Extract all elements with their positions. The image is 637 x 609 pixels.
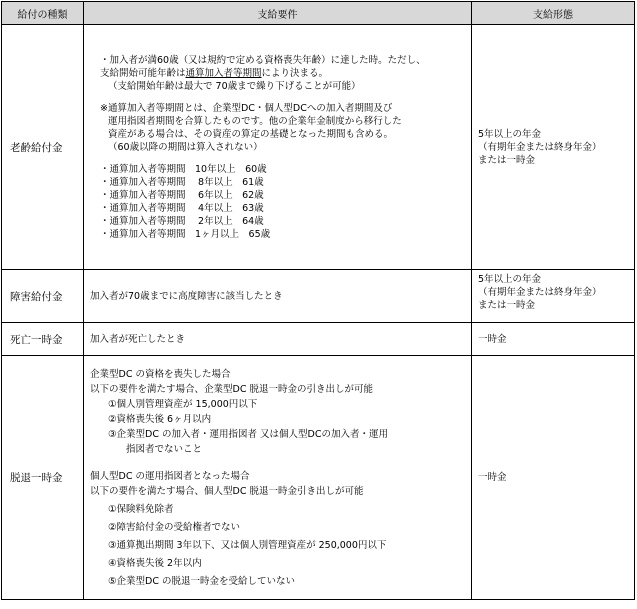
category-withdrawal: 脱退一時金 <box>2 356 84 600</box>
row-disability <box>2 270 635 323</box>
form-withdrawal: 一時金 <box>472 356 635 600</box>
corp-item: ③企業型DC の加入者・運用指図者 又は個人型DCの加入者・運用 <box>108 428 388 440</box>
header-requirements: 支給要件 <box>84 2 472 25</box>
age-item: ・通算加入者等期間 8年以上 61歳 <box>100 176 264 188</box>
header-row <box>2 2 635 25</box>
corp-item-cont: 指図者でないこと <box>126 443 203 455</box>
header-form: 支給形態 <box>472 2 635 25</box>
benefits-table <box>1 1 635 600</box>
corp-title: 企業型DC の資格を喪失した場合 <box>90 368 231 380</box>
row-old-age <box>2 25 635 270</box>
form-disability <box>472 270 635 323</box>
req-text: 加入者が70歳までに高度障害に該当したとき <box>90 290 283 302</box>
form-text: 5年以上の年金 <box>478 128 542 140</box>
category-old-age: 老齢給付金 <box>2 25 84 270</box>
req-text <box>90 67 465 80</box>
req-note: ※通算加入者等期間とは、企業型DC・個人型DCへの加入者期間及び <box>100 102 393 114</box>
form-death: 一時金 <box>472 323 635 356</box>
indiv-title: 個人型DC の運用指図者となった場合 <box>90 470 250 482</box>
req-text-part: 支給開始可能年齢は <box>100 67 186 79</box>
corp-item: ①個人別管理資産が 15,000円以下 <box>108 398 258 410</box>
indiv-item: ①保険料免除者 <box>108 503 174 515</box>
form-text: （有期年金または終身年金） <box>478 287 602 298</box>
category-death: 死亡一時金 <box>2 323 84 356</box>
req-note: 資産がある場合は、その資産の算定の基礎となった期間も含める。 <box>108 128 394 140</box>
age-item: ・通算加入者等期間 2年以上 64歳 <box>100 215 264 227</box>
indiv-item: ④資格喪失後 2年以内 <box>108 557 202 569</box>
requirements-old-age <box>84 25 472 270</box>
form-text: または一時金 <box>478 154 536 166</box>
req-note: 運用指図者期間を合算したものです。他の企業年金制度から移行した <box>108 115 402 127</box>
category-disability: 障害給付金 <box>2 270 84 323</box>
requirements-disability <box>84 270 472 323</box>
row-withdrawal <box>2 356 635 600</box>
requirements-death <box>84 323 472 356</box>
corp-intro: 以下の要件を満たす場合、企業型DC 脱退一時金の引き出しが可能 <box>90 383 373 395</box>
req-note: （60歳以降の期間は算入されない） <box>108 141 263 153</box>
form-text: または一時金 <box>478 300 536 311</box>
indiv-item: ⑤企業型DC の脱退一時金を受給していない <box>108 575 295 587</box>
req-text: 加入者が死亡したとき <box>90 333 186 345</box>
form-old-age <box>472 25 635 270</box>
corp-item: ②資格喪失後 6ヶ月以内 <box>108 413 212 425</box>
requirements-withdrawal <box>84 356 472 600</box>
age-item: ・通算加入者等期間 1ヶ月以上 65歳 <box>100 228 271 240</box>
age-item: ・通算加入者等期間 6年以上 62歳 <box>100 189 264 201</box>
form-text: （有期年金または終身年金） <box>478 141 602 153</box>
req-text: （支給開始年齢は最大で 70歳まで繰り下げることが可能） <box>108 80 361 92</box>
underlined-term: 通算加入者等期間 <box>185 67 262 79</box>
req-text-part: により決まる。 <box>261 67 329 79</box>
indiv-item: ③通算拠出期間 3年以下、又は個人別管理資産が 250,000円以下 <box>108 539 387 551</box>
row-death <box>2 323 635 356</box>
indiv-item: ②障害給付金の受給権者でない <box>108 521 241 533</box>
age-item: ・通算加入者等期間 10年以上 60歳 <box>100 163 267 175</box>
indiv-intro: 以下の要件を満たす場合、個人型DC 脱退一時金引き出しが可能 <box>90 485 364 497</box>
age-item: ・通算加入者等期間 4年以上 63歳 <box>100 202 264 214</box>
req-text: ・加入者が満60歳（又は規約で定める資格喪失年齢）に達した時。ただし、 <box>100 54 426 66</box>
form-text: 5年以上の年金 <box>478 274 542 285</box>
header-category: 給付の種類 <box>2 2 84 25</box>
